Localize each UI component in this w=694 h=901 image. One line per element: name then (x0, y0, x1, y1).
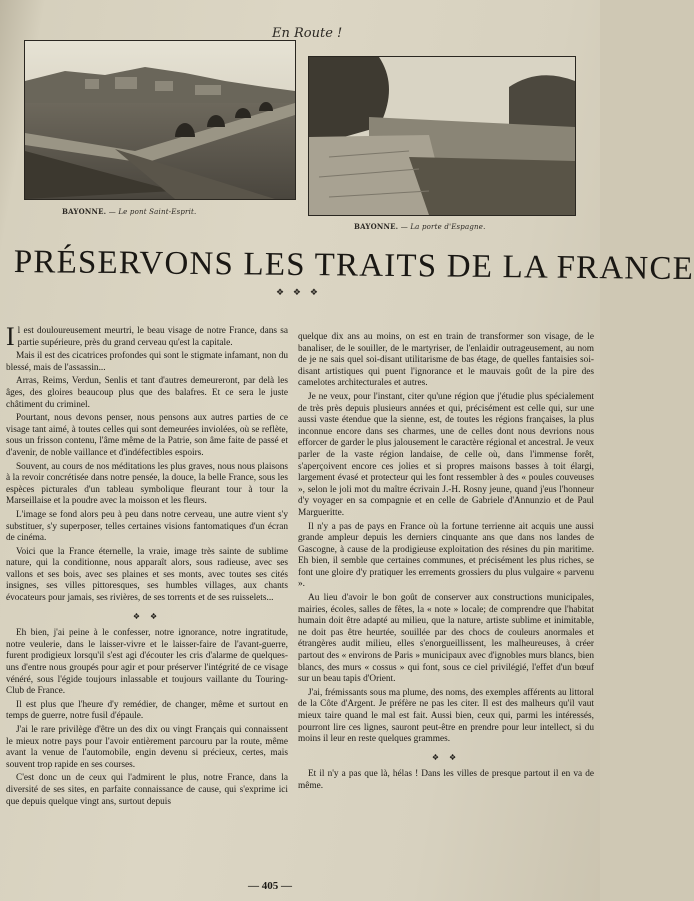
paragraph (6, 628, 288, 698)
paragraph (6, 351, 288, 374)
right-column (298, 332, 594, 872)
photo-porte-espagne (308, 56, 576, 216)
article-title: PRÉSERVONS LES TRAITS DE LA FRANCE (13, 244, 694, 288)
gate-photo-drawing (309, 57, 575, 215)
paragraph-text: Et il n'y a pas que là, hélas ! Dans les villes de presque partout il en va de même. (298, 769, 594, 791)
paragraph-text: Il est plus que l'heure d'y remédier, de changer, même et surtout en temps de guerre, notre fusil d'épaule. (6, 699, 288, 722)
paragraph-text: quelque dix ans au moins, on est en train de transformer son visage, de le banaliser, de le souiller, de le martyriser, de l'enlaidir outrageusement, au nom de je ne sais quel soi-disant utilitarisme de bas étage, de quelles fantaisies soi-disant artistiques qui puent l'ignorance et le mauvais goût de la pire des camelotes architecturales et autres. (298, 332, 594, 389)
paragraph-text: l est douloureusement meurtri, le beau visage de notre France, dans sa partie supérieure, près du grand cerveau qu'est la capitale. (17, 326, 288, 348)
paragraph (298, 769, 594, 792)
paragraph (298, 688, 594, 746)
paragraph-text: J'ai, frémissants sous ma plume, des noms, des exemples afférents au littoral de la Côte d'Argent. Je préfère ne pas les citer. Il est des malheurs qu'il vaut mieux taire quand le mal est fait. Aussi bien, ceux qui, parmi les intéressés, pourront lire ces lignes, sauront peut-être en prendre pour leur intellect, si du moins il leur en reste quelques grammes. (298, 687, 594, 745)
paragraph (6, 413, 288, 459)
caption-left-title: — Le pont Saint-Esprit. (106, 208, 197, 216)
page-number: — 405 — (248, 880, 292, 892)
drop-cap: I (6, 322, 15, 351)
paragraph (298, 332, 594, 390)
bridge-photo-drawing (25, 41, 295, 199)
paragraph (298, 522, 594, 592)
paragraph (6, 510, 288, 545)
caption-left-place: BAYONNE. (62, 207, 107, 216)
caption-right-place: BAYONNE. (354, 222, 399, 231)
paragraph-text: Eh bien, j'ai peine à le confesser, notre ignorance, notre ingratitude, notre veulerie, dans le laisser-vivre et le laisser-faire de l'avant-guerre, furent prodigieux lorsqu'il s'est agi d'écouter les cris d'alarme de quelques-uns d'entre nous groupés pour agir et pour préserver l'intégrité de ce visage vénéré, sous l'égide toujours inlassable et toujours vaillante du Touring-Club de France. (6, 628, 288, 697)
paragraph-text: Mais il est des cicatrices profondes qui sont le stigmate infamant, non du blessé, mais de l'assassin... (6, 351, 288, 373)
paragraph-text: Il n'y a pas de pays en France où la fortune terrienne ait acquis une aussi grande ampleur depuis les derniers cinquante ans que dans nos landes de Gascogne, à cause de la prodigieuse exploitation des résines du pin maritime. Eh bien, il semble que certaines communes, et précisément les plus riches, se font une gloire d'y pratiquer les errements grossiers du plus vulgaire « parvenu ». (298, 521, 594, 590)
section-ornament: ❖ ❖ (132, 611, 162, 621)
title-ornament: ❖ ❖ ❖ (276, 288, 321, 298)
paragraph (298, 593, 594, 686)
paragraph-text: Arras, Reims, Verdun, Senlis et tant d'autres demeureront, par delà les âges, des gloires beaucoup plus que des balafres. Et ce sera le juste châtiment du criminel. (6, 376, 288, 410)
paragraph-text: Voici que la France éternelle, la vraie, image très sainte de sublime nature, qui la conditionne, nous apparaît alors, sous radieuse, avec ses vallons et ses bois, avec ses plaines et ses monts, avec toutes ses cités insignes, ses villes pittoresques, ses humbles villages, aux chants évocateurs pour jamais, ses rivières, de ses torrents et de ses ruisselets... (6, 546, 288, 604)
paragraph-text: Pourtant, nous devons penser, nous pensons aux autres parties de ce visage tant aimé, à toutes celles qui sont demeurées inviolées, où se reflète, sous un frisson contenu, l'âme même de la Patrie, son âme faite de passé et d'avenir, de noble vaillance et d'indéfectibles espoirs. (6, 413, 288, 458)
paragraph-text: Souvent, au cours de nos méditations les plus graves, nous nous plaisons à la revoir concrétisée dans notre pensée, la douce, la belle France, sous les espèces picturales d'un tableau symbolique fleurant tour à tour la Marseillaise et la poudre avec la moisson et les fleurs. (6, 461, 288, 507)
left-column (6, 322, 288, 866)
caption-left (62, 207, 196, 216)
caption-right-title: — La porte d'Espagne. (398, 223, 486, 231)
paragraph (6, 725, 288, 771)
paragraph (6, 773, 288, 808)
paragraph-text: Au lieu d'avoir le bon goût de conserver aux constructions municipales, mairies, écoles, salles de fêtes, la « note » locale; de comprendre que l'habitat humain doit être adapté au milieu, que la nature, artiste sublime et inimitable, ne doit pas être heurtée, souillée par des chocs de couleurs anormales et étrangères audit milieu, elles s'enorgueillissent, les malheureuses, à créer partout des « environs de Paris » municipaux avec d'ignobles murs blancs, bien blancs, des murs « cossus » qui font, sous ce ciel privilégié, l'effet d'un bœuf sur un beau tapis d'Orient. (298, 593, 594, 685)
paragraph-text: J'ai le rare privilège d'être un des dix ou vingt Français qui connaissent le mieux notre pays pour l'avoir entièrement parcouru par la route, même avant la venue de l'automobile, engin devenu si précieux, certes, mais souvent trop rapide en ses courses. (6, 725, 288, 770)
running-title: En Route ! (272, 26, 343, 41)
paragraph (6, 376, 288, 411)
section-ornament: ❖ ❖ (431, 752, 461, 762)
paragraph (6, 547, 288, 605)
paragraph (6, 462, 288, 508)
paragraph (6, 322, 288, 351)
paragraph-text: L'image se fond alors peu à peu dans notre cerveau, une autre vient s'y substituer, s'y superposer, telles certaines visions fantomatiques d'un écran de cinéma. (6, 509, 288, 544)
caption-right (354, 222, 486, 231)
paragraph (298, 392, 594, 520)
photo-pont-saint-esprit (24, 40, 296, 200)
paragraph-text: C'est donc un de ceux qui l'admirent le plus, notre France, dans la diversité de ses sites, en parfaite connaissance de cause, qui s'exprime ici que depuis quelque vingt ans, surtout depuis (6, 773, 288, 807)
paragraph-text: Je ne veux, pour l'instant, citer qu'une région que j'étudie plus spécialement de très près depuis plusieurs années et qui, précisément est celle qui, sur une aussi vaste étendue que la sienne, est, de toutes les régions françaises, la plus inconnue encore dans ses charmes, une de celles dont nous devrions nous efforcer de garder le plus jalousement le caractère régional et ancestral. Je veux parler de la vaste région landaise, de celle où, dans l'immense forêt, s'aperçoivent encore ces jolies et si propres maisons basses à toit élargi, largement évasé et protecteur qui les font ressembler à des « poules couveuses », selon le joli mot du maître écrivain J.-H. Rosny jeune, quand j'eus l'honneur d'y voyager en sa compagnie et en celle de Gabriele d'Annunzio et de Paul Margueritte. (298, 391, 594, 518)
paragraph (6, 700, 288, 723)
